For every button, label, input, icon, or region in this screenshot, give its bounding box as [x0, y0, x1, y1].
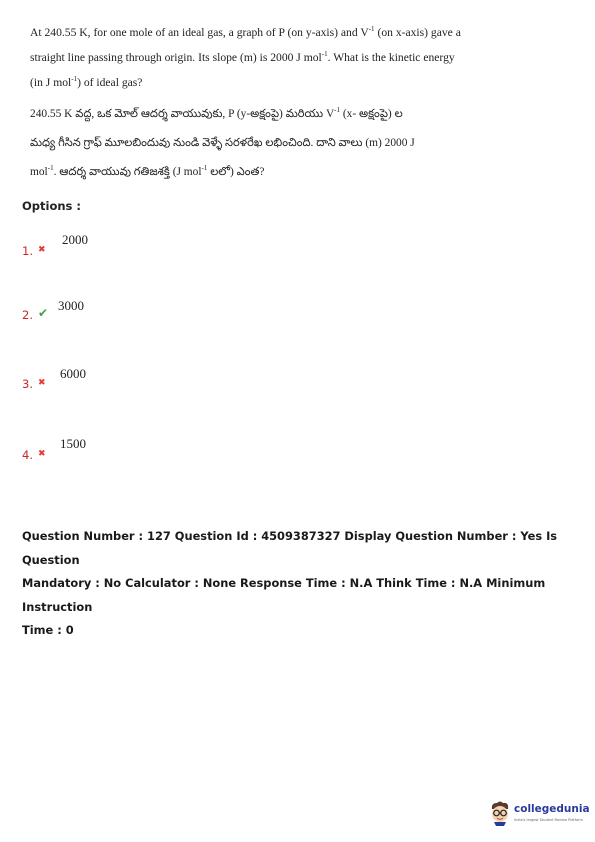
brand-name: collegedunia — [514, 803, 590, 815]
question-line: 240.55 K వద్ద, ఒక మోల్ ఆదర్శ వాయువుకు, P (y-అక్షంపై) మరియు $V^{-1}$ (x- అక్షంపై) ల — [30, 106, 403, 120]
question-line: At 240.55 K, for one mole of an ideal gas, a graph of P (on y-axis) and $V^{-1}$ (on x-axis) gave a — [30, 25, 461, 39]
option-number: 2. — [22, 308, 33, 322]
check-icon: ✔ — [38, 306, 49, 320]
brand-tagline: India's largest Student Review Platform — [514, 818, 583, 822]
option-1[interactable] — [22, 232, 222, 262]
cross-icon: ✖ — [38, 245, 46, 255]
question-telugu — [30, 100, 470, 187]
cross-icon: ✖ — [38, 449, 46, 459]
option-value: 6000 — [60, 366, 86, 381]
option-3[interactable] — [22, 366, 222, 396]
metadata-line: Question Number : 127 Question Id : 4509387327 Display Question Number : Yes Is Question — [22, 529, 558, 567]
question-line: mol$^{-1}$. ఆదర్శ వాయువు గతిజశక్తి (J mol$^{-1}$ లలో) ఎంత? — [30, 164, 265, 178]
option-number: 4. — [22, 448, 33, 462]
metadata-line: Time : 0 — [22, 623, 74, 637]
question-line: మధ్య గీసిన గ్రాఫ్ మూలబిందువు నుండి వెళ్ళే సరళరేఖ లభించింది. దాని వాలు (m) 2000 J — [30, 137, 415, 149]
metadata-line: Mandatory : No Calculator : None Response Time : N.A Think Time : N.A Minimum Instruction — [22, 576, 546, 614]
option-number: 3. — [22, 377, 33, 391]
question-english — [30, 20, 470, 95]
option-value: 3000 — [58, 298, 84, 313]
option-value: 1500 — [60, 436, 86, 451]
option-number: 1. — [22, 244, 33, 258]
mascot-icon — [488, 800, 512, 826]
option-4[interactable] — [22, 436, 222, 466]
options-label: Options : — [22, 199, 81, 213]
cross-icon: ✖ — [38, 378, 46, 388]
collegedunia-logo — [488, 800, 588, 830]
question-line: straight line passing through origin. Its slope (m) is 2000 J mol$^{-1}$. What is the kinetic energy — [30, 50, 455, 64]
option-value: 2000 — [62, 232, 88, 247]
option-2[interactable] — [22, 298, 222, 328]
question-line: (in J mol$^{-1}$) of ideal gas? — [30, 75, 143, 89]
question-metadata — [22, 525, 582, 643]
